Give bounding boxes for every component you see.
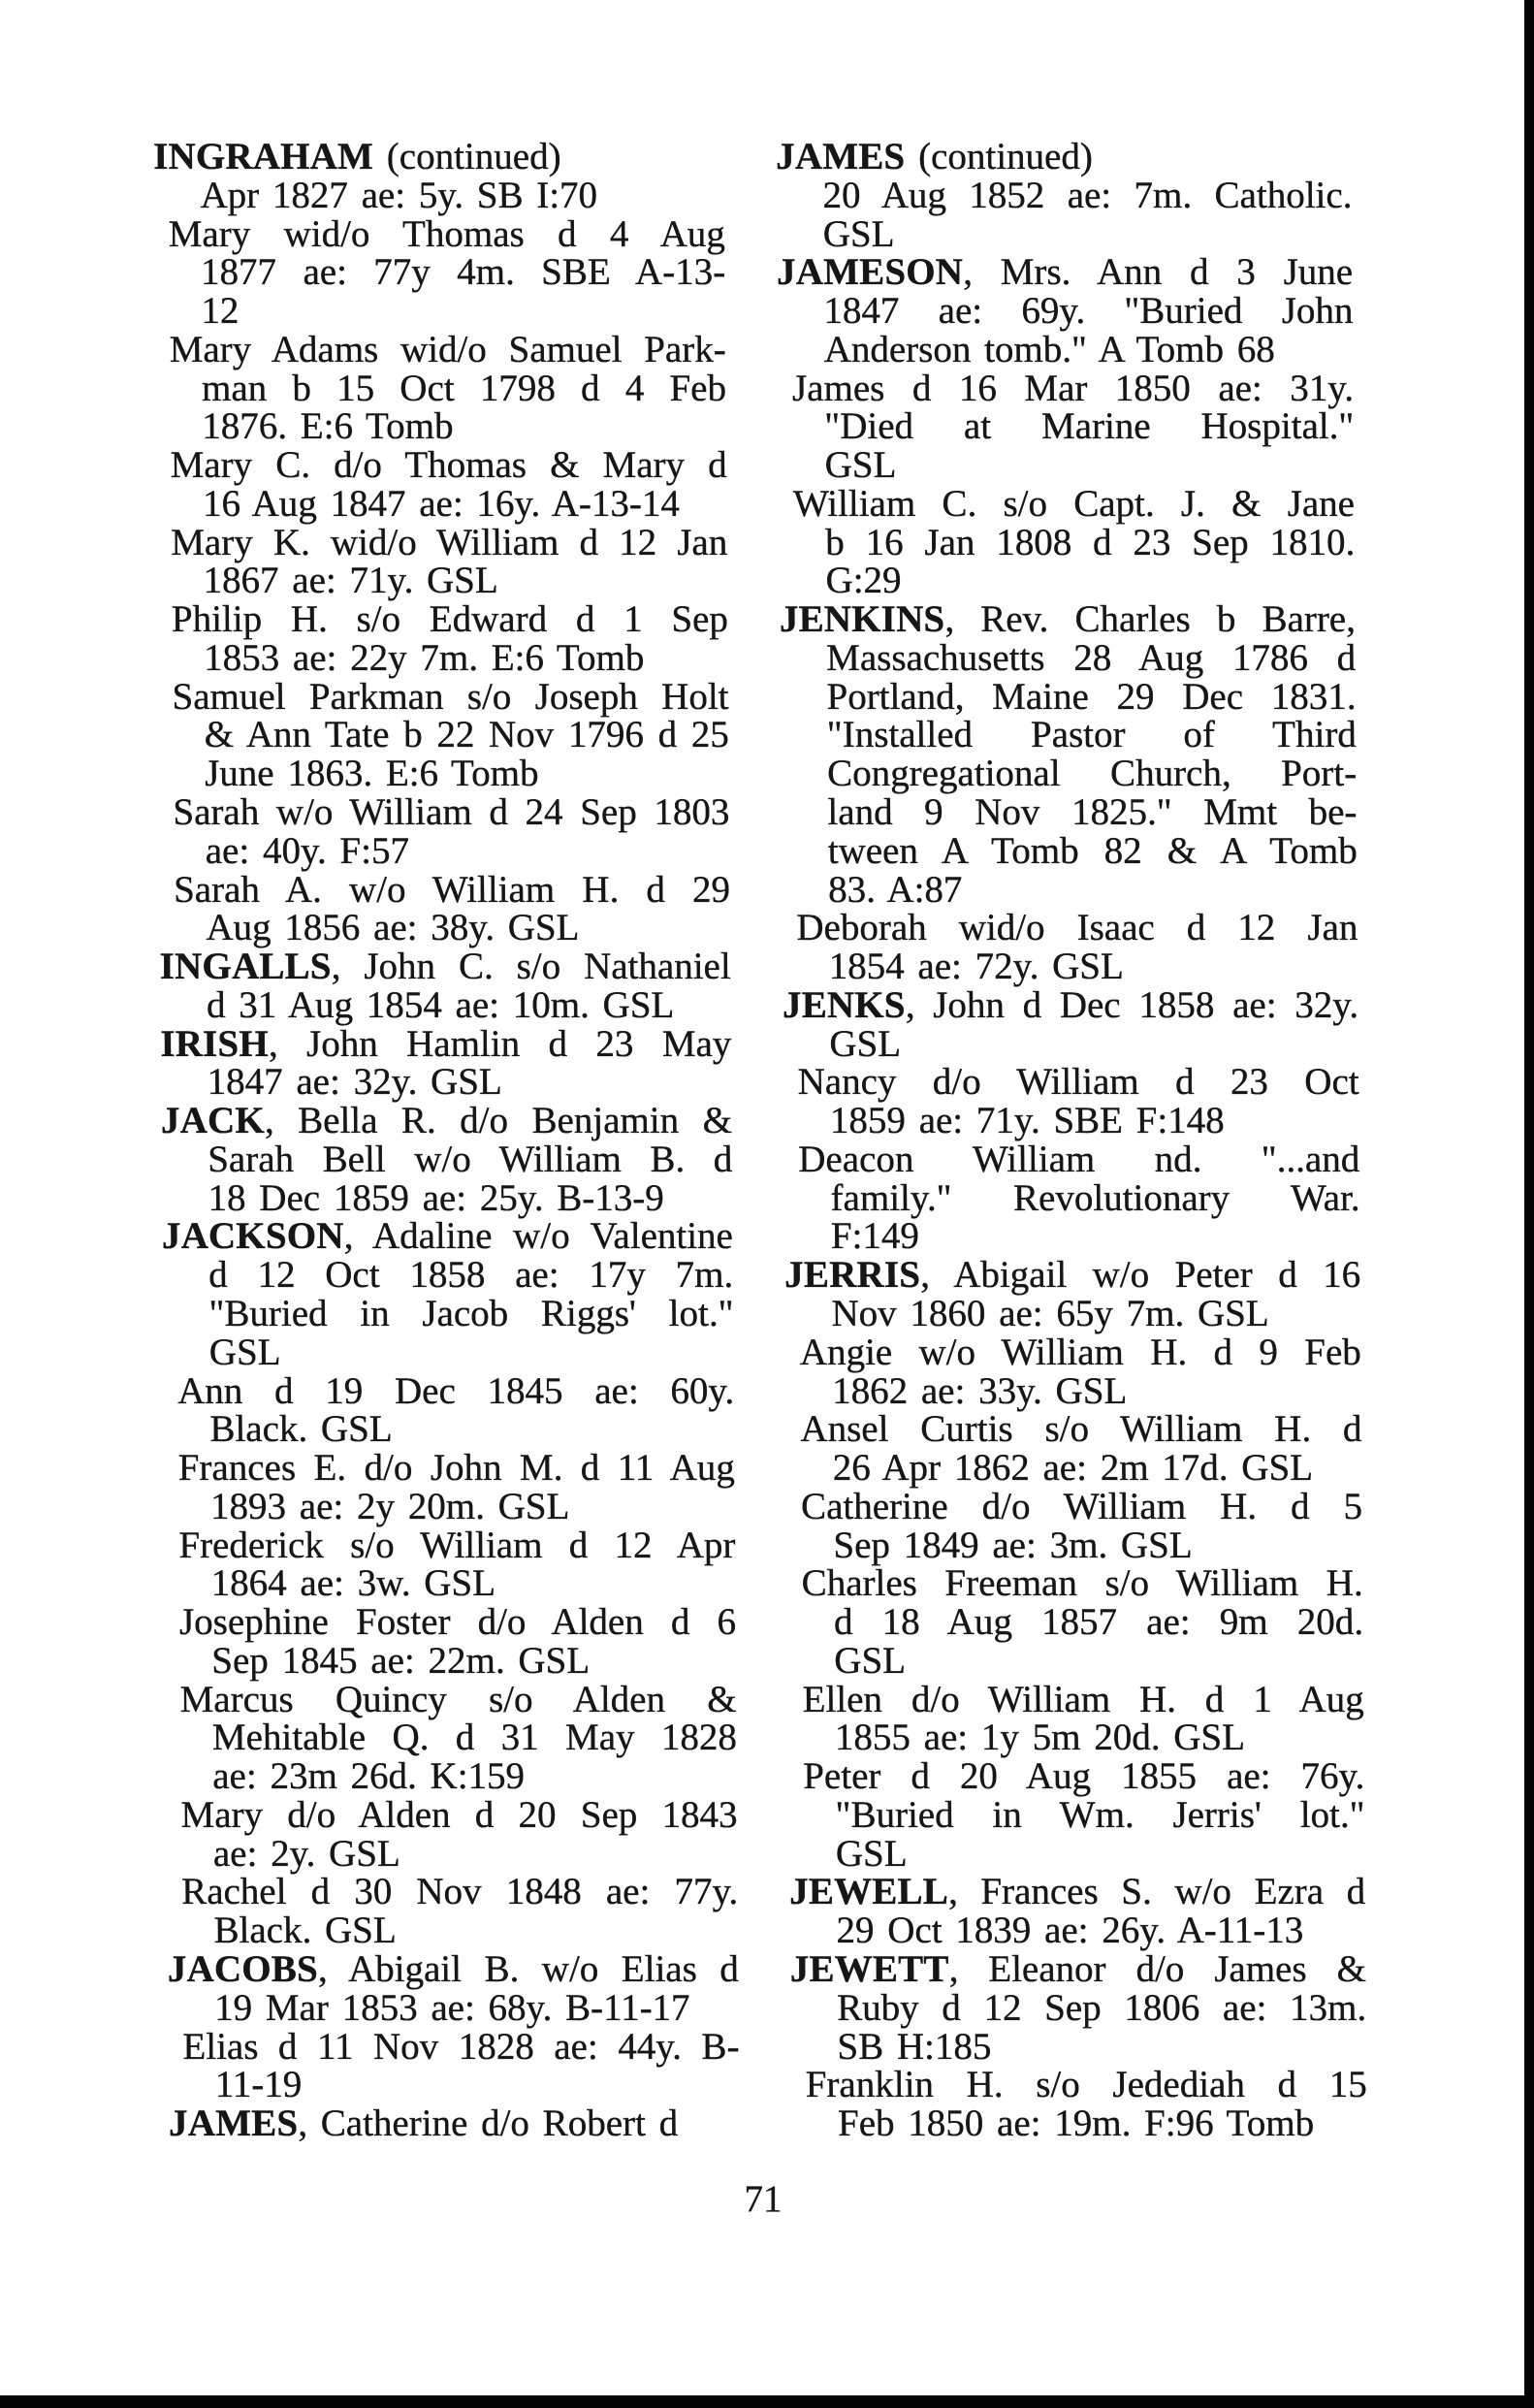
person-entry bbox=[155, 328, 727, 448]
entry-line bbox=[168, 2025, 740, 2068]
entry-text: 1847 ae: 69y. "Buried John bbox=[823, 290, 1354, 333]
person-entry bbox=[159, 868, 731, 949]
entry-line bbox=[167, 1911, 738, 1950]
entry-line bbox=[165, 1678, 737, 1720]
entry-line bbox=[788, 1757, 1364, 1796]
entry-line bbox=[783, 1022, 1358, 1065]
entry-text: Black. GSL bbox=[213, 1910, 397, 1952]
person-entry bbox=[154, 212, 726, 333]
entry-line bbox=[780, 636, 1357, 679]
entry-text: Sep 1849 ae: 3m. GSL bbox=[833, 1524, 1193, 1566]
entry-line bbox=[157, 600, 728, 639]
entry-line bbox=[169, 2104, 740, 2143]
entry-text: d 31 Aug 1854 ae: 10m. GSL bbox=[206, 983, 675, 1026]
entry-line bbox=[788, 1793, 1365, 1836]
entry-text: Ellen d/o William H. d 1 Aug bbox=[802, 1678, 1364, 1720]
surname-name: JAMES bbox=[775, 136, 906, 177]
surname-name: JENKINS bbox=[779, 598, 945, 641]
surname-entry bbox=[160, 1022, 732, 1104]
entry-text: Nov 1860 ae: 65y 7m. GSL bbox=[831, 1292, 1269, 1334]
entry-line bbox=[783, 947, 1358, 986]
entry-text: Portland, Maine 29 Dec 1831. bbox=[826, 675, 1357, 718]
surname-entry bbox=[780, 600, 1358, 909]
surname-name: JACKSON bbox=[161, 1215, 344, 1258]
entry-line bbox=[784, 1256, 1360, 1295]
entry-line bbox=[778, 446, 1354, 485]
entry-text: Anderson tomb." A Tomb 68 bbox=[823, 328, 1275, 370]
surname-name: JACOBS bbox=[167, 1947, 319, 1990]
entry-line bbox=[778, 369, 1354, 408]
entry-line bbox=[782, 868, 1358, 911]
entry-text: Apr 1827 ae: 5y. SB I:70 bbox=[200, 174, 598, 216]
entry-line bbox=[777, 212, 1353, 255]
surname-entry bbox=[784, 1256, 1361, 1333]
entry-text: 1864 ae: 3w. GSL bbox=[210, 1562, 496, 1605]
entry-text: GSL bbox=[208, 1331, 281, 1373]
entry-line bbox=[784, 1292, 1360, 1334]
person-entry bbox=[164, 1526, 736, 1604]
right-column bbox=[776, 138, 1367, 2143]
entry-text: 1867 ae: 71y. GSL bbox=[203, 560, 498, 602]
entry-line bbox=[789, 1832, 1365, 1875]
entry-line bbox=[785, 1369, 1361, 1412]
person-entry bbox=[167, 1873, 739, 1950]
surname-name: INGALLS bbox=[159, 946, 332, 988]
entry-line bbox=[156, 482, 727, 525]
entry-line bbox=[158, 716, 729, 755]
entry-line bbox=[167, 1947, 740, 1990]
entry-line bbox=[160, 983, 731, 1026]
heading-suffix: (continued) bbox=[905, 136, 1094, 177]
entry-line bbox=[783, 1102, 1359, 1140]
entry-line bbox=[783, 1176, 1360, 1219]
entry-text: , Catherine d/o Robert d bbox=[298, 2103, 679, 2145]
entry-line bbox=[162, 1292, 734, 1334]
entry-line bbox=[155, 328, 726, 370]
entry-text: 1855 ae: 1y 5m 20d. GSL bbox=[834, 1717, 1246, 1759]
entry-line bbox=[780, 600, 1356, 639]
entry-text: 20 Aug 1852 ae: 7m. Catholic. bbox=[822, 174, 1353, 216]
entry-line bbox=[154, 212, 725, 255]
person-entry bbox=[155, 446, 727, 524]
person-entry bbox=[787, 1564, 1364, 1680]
entry-line bbox=[164, 1526, 735, 1565]
entry-text: man b 15 Oct 1798 d 4 Feb bbox=[201, 367, 727, 409]
entry-line bbox=[784, 1217, 1360, 1256]
entry-text: 16 Aug 1847 ae: 16y. A-13-14 bbox=[202, 482, 681, 525]
entry-text: 18 Dec 1859 ae: 25y. B-13-9 bbox=[208, 1176, 664, 1219]
entry-line bbox=[787, 1639, 1363, 1682]
entry-text: Congregational Church, Port- bbox=[826, 753, 1358, 795]
entry-text: Mary C. d/o Thomas & Mary d bbox=[170, 444, 727, 487]
surname-entry bbox=[169, 2104, 740, 2143]
entry-line bbox=[164, 1485, 735, 1527]
entry-text: , John Hamlin d 23 May bbox=[268, 1022, 732, 1065]
person-entry bbox=[788, 1757, 1365, 1873]
entry-text: 1859 ae: 71y. SBE F:148 bbox=[829, 1100, 1225, 1142]
entry-text: 29 Oct 1839 ae: 26y. A-11-13 bbox=[836, 1910, 1304, 1952]
entry-line bbox=[787, 1678, 1364, 1720]
surname-entry bbox=[777, 253, 1354, 369]
surname-name: INGRAHAM bbox=[152, 136, 374, 177]
surname-entry bbox=[789, 1873, 1366, 1950]
person-entry bbox=[786, 1485, 1363, 1566]
entry-line bbox=[786, 1526, 1362, 1565]
surname-entry bbox=[789, 1947, 1367, 2068]
entry-line bbox=[160, 1022, 732, 1065]
surname-name: IRISH bbox=[160, 1022, 270, 1065]
entry-line bbox=[159, 909, 730, 947]
page-number: 71 bbox=[744, 2178, 783, 2220]
page-text-columns bbox=[0, 138, 1534, 2174]
surname-name: JENKS bbox=[782, 983, 906, 1026]
entry-line bbox=[783, 1063, 1358, 1102]
entry-text: "Died at Marine Hospital." bbox=[824, 405, 1355, 448]
entry-text: Angie w/o William H. d 9 Feb bbox=[799, 1331, 1362, 1373]
entry-text: 26 Apr 1862 ae: 2m 17d. GSL bbox=[832, 1447, 1314, 1490]
entry-line bbox=[163, 1333, 734, 1372]
entry-line bbox=[154, 292, 725, 331]
entry-text: d 18 Aug 1857 ae: 9m 20d. bbox=[833, 1601, 1364, 1644]
entry-text: Charles Freeman s/o William H. bbox=[801, 1562, 1363, 1605]
entry-text: 83. A:87 bbox=[827, 868, 963, 911]
entry-line bbox=[779, 562, 1355, 600]
entry-text: "Buried in Jacob Riggs' lot." bbox=[208, 1292, 734, 1334]
entry-line bbox=[160, 1063, 731, 1102]
person-entry bbox=[165, 1603, 737, 1681]
entry-text: William C. s/o Capt. J. & Jane bbox=[792, 482, 1356, 525]
entry-text: James d 16 Mar 1850 ae: 31y. bbox=[791, 367, 1355, 409]
entry-text: 1854 ae: 72y. GSL bbox=[828, 946, 1124, 988]
entry-text: "Installed Pastor of Third bbox=[826, 714, 1358, 756]
entry-text: Aug 1856 ae: 38y. GSL bbox=[206, 907, 580, 949]
person-entry bbox=[782, 909, 1358, 986]
entry-line bbox=[160, 947, 731, 986]
entry-line bbox=[779, 482, 1356, 525]
entry-line bbox=[168, 1986, 739, 2029]
entry-line bbox=[791, 2066, 1367, 2104]
entry-line bbox=[156, 562, 727, 600]
entry-text: Frederick s/o William d 12 Apr bbox=[178, 1524, 736, 1566]
entry-text: Mary d/o Alden d 20 Sep 1843 bbox=[180, 1793, 738, 1836]
entry-line bbox=[167, 1832, 738, 1875]
entry-text: land 9 Nov 1825." Mmt be- bbox=[827, 791, 1358, 834]
person-entry bbox=[783, 1140, 1360, 1256]
entry-text: Catherine d/o William H. d 5 bbox=[800, 1485, 1363, 1527]
entry-text: Rachel d 30 Nov 1848 ae: 77y. bbox=[181, 1871, 739, 1913]
person-entry bbox=[785, 1410, 1362, 1488]
person-entry bbox=[791, 2066, 1368, 2143]
person-entry bbox=[778, 369, 1355, 485]
entry-line bbox=[167, 1873, 738, 1911]
person-entry bbox=[156, 521, 728, 602]
entry-text: June 1863. E:6 Tomb bbox=[204, 753, 539, 795]
entry-line bbox=[786, 1449, 1362, 1488]
person-entry bbox=[787, 1678, 1364, 1759]
surname-name: JEWELL bbox=[789, 1871, 949, 1913]
entry-text: Marcus Quincy s/o Alden & bbox=[179, 1678, 737, 1720]
person-entry bbox=[157, 675, 730, 795]
entry-line bbox=[155, 446, 726, 485]
entry-line bbox=[159, 868, 731, 911]
entry-text: Ansel Curtis s/o William H. d bbox=[800, 1408, 1362, 1451]
person-entry bbox=[158, 793, 730, 871]
surname-entry bbox=[162, 1217, 734, 1371]
entry-text: , John C. s/o Nathaniel bbox=[331, 946, 731, 988]
entry-line bbox=[780, 675, 1357, 718]
entry-line bbox=[154, 253, 725, 292]
surname-entry bbox=[160, 947, 732, 1025]
entry-text: Deacon William nd. "...and bbox=[798, 1138, 1360, 1180]
entry-text: Ruby d 12 Sep 1806 ae: 13m. bbox=[836, 1986, 1367, 2029]
surname-name: JAMES bbox=[168, 2103, 299, 2145]
entry-line bbox=[169, 2066, 740, 2104]
entry-line bbox=[162, 1217, 733, 1256]
entry-text: GSL bbox=[824, 444, 897, 487]
entry-text: 1862 ae: 33y. GSL bbox=[831, 1369, 1128, 1412]
scan-edge-right bbox=[1524, 0, 1534, 2408]
person-entry bbox=[157, 600, 729, 678]
surname-name: JERRIS bbox=[784, 1254, 921, 1297]
entry-text: , Eleanor d/o James & bbox=[948, 1947, 1367, 1990]
entry-line bbox=[161, 1140, 732, 1179]
carried-over-entry bbox=[153, 174, 724, 216]
entry-text: Mary wid/o Thomas d 4 Aug bbox=[168, 212, 725, 255]
entry-line bbox=[782, 829, 1358, 872]
entry-line bbox=[789, 1873, 1365, 1911]
entry-text: Massachusetts 28 Aug 1786 d bbox=[826, 636, 1357, 679]
entry-line bbox=[790, 1986, 1367, 2029]
entry-text: GSL bbox=[822, 212, 895, 255]
entry-text: Mary Adams wid/o Samuel Park- bbox=[169, 328, 726, 370]
entry-text: Nancy d/o William d 23 Oct bbox=[797, 1061, 1359, 1104]
entry-line bbox=[153, 174, 724, 216]
entry-line bbox=[156, 521, 728, 563]
carried-over-entry bbox=[776, 174, 1353, 255]
person-entry bbox=[165, 1678, 738, 1798]
entry-text: 1877 ae: 77y 4m. SBE A-13- bbox=[200, 251, 726, 294]
entry-text: , Abigail w/o Peter d 16 bbox=[919, 1254, 1361, 1297]
surname-entry bbox=[782, 983, 1359, 1065]
entry-line bbox=[161, 1102, 732, 1140]
entry-line bbox=[165, 1639, 736, 1682]
entry-line bbox=[163, 1410, 734, 1449]
entry-text: 1853 ae: 22y 7m. E:6 Tomb bbox=[204, 636, 645, 679]
entry-text: 1847 ae: 32y. GSL bbox=[207, 1061, 502, 1104]
entry-text: Sarah Bell w/o William B. d bbox=[208, 1138, 733, 1180]
entry-text: GSL bbox=[829, 1022, 902, 1065]
entry-text: Feb 1850 ae: 19m. F:96 Tomb bbox=[837, 2103, 1315, 2145]
person-entry bbox=[164, 1449, 736, 1526]
entry-text: SB H:185 bbox=[837, 2025, 992, 2068]
entry-line bbox=[782, 909, 1358, 947]
entry-text: , Adaline w/o Valentine bbox=[343, 1215, 734, 1258]
entry-line bbox=[791, 2104, 1367, 2143]
entry-line bbox=[161, 1176, 732, 1219]
entry-line bbox=[162, 1256, 733, 1295]
entry-text: Sep 1845 ae: 22m. GSL bbox=[211, 1639, 591, 1682]
entry-text: F:149 bbox=[830, 1215, 920, 1258]
surname-name: JEWETT bbox=[789, 1947, 949, 1990]
entry-text: tween A Tomb 82 & A Tomb bbox=[827, 829, 1358, 872]
entry-line bbox=[781, 755, 1357, 793]
scan-edge-bottom bbox=[0, 2395, 1534, 2408]
entry-text: Peter d 20 Aug 1855 ae: 76y. bbox=[803, 1755, 1365, 1798]
entry-line bbox=[789, 1947, 1367, 1990]
entry-text: 12 bbox=[201, 290, 240, 333]
entry-text: , Abigail B. w/o Elias d bbox=[317, 1947, 740, 1990]
entry-line bbox=[157, 636, 728, 679]
surname-name: JACK bbox=[160, 1100, 266, 1142]
entry-text: 19 Mar 1853 ae: 68y. B-11-17 bbox=[213, 1986, 690, 2029]
entry-line bbox=[166, 1793, 738, 1836]
entry-text: Ann d 19 Dec 1845 ae: 60y. bbox=[176, 1369, 735, 1412]
entry-line bbox=[158, 793, 729, 832]
entry-line bbox=[777, 253, 1353, 292]
person-entry bbox=[166, 1793, 738, 1875]
heading-suffix: (continued) bbox=[372, 136, 561, 177]
person-entry bbox=[783, 1063, 1359, 1140]
entry-line bbox=[789, 1911, 1365, 1950]
continued-heading bbox=[153, 138, 724, 177]
entry-line bbox=[787, 1603, 1363, 1642]
entry-line bbox=[786, 1485, 1363, 1527]
entry-line bbox=[785, 1410, 1361, 1449]
entry-line bbox=[777, 292, 1353, 331]
entry-text: Deborah wid/o Isaac d 12 Jan bbox=[796, 907, 1358, 949]
entry-line bbox=[782, 983, 1359, 1026]
person-entry bbox=[168, 2025, 740, 2106]
entry-line bbox=[787, 1564, 1363, 1603]
entry-line bbox=[778, 407, 1354, 446]
entry-line bbox=[157, 675, 729, 718]
entry-line bbox=[164, 1449, 735, 1488]
entry-text: 1876. E:6 Tomb bbox=[202, 405, 454, 448]
entry-text: family." Revolutionary War. bbox=[830, 1176, 1360, 1219]
entry-line bbox=[778, 328, 1354, 370]
entry-text: GSL bbox=[834, 1639, 907, 1682]
entry-text: Frances E. d/o John M. d 11 Aug bbox=[177, 1447, 735, 1490]
entry-line bbox=[779, 521, 1356, 563]
entry-text: d 12 Oct 1858 ae: 17y 7m. bbox=[208, 1254, 734, 1297]
entry-line bbox=[163, 1369, 735, 1412]
entry-text: Sarah A. w/o William H. d 29 bbox=[173, 868, 731, 911]
entry-text: , Mrs. Ann d 3 June bbox=[962, 251, 1354, 294]
entry-text: Elias d 11 Nov 1828 ae: 44y. B- bbox=[182, 2025, 740, 2068]
entry-line bbox=[159, 829, 730, 872]
entry-text: ae: 23m 26d. K:159 bbox=[212, 1755, 526, 1798]
entry-text: , Rev. Charles b Barre, bbox=[944, 598, 1357, 641]
entry-text: Mary K. wid/o William d 12 Jan bbox=[171, 521, 728, 563]
entry-line bbox=[783, 1140, 1359, 1179]
surname-entry bbox=[161, 1102, 733, 1217]
entry-text: & Ann Tate b 22 Nov 1796 d 25 bbox=[204, 714, 730, 756]
person-entry bbox=[785, 1333, 1362, 1411]
entry-line bbox=[158, 755, 729, 793]
entry-text: Mehitable Q. d 31 May 1828 bbox=[211, 1717, 738, 1759]
entry-line bbox=[166, 1718, 737, 1757]
entry-line bbox=[165, 1603, 736, 1642]
entry-text: Samuel Parkman s/o Joseph Holt bbox=[172, 675, 729, 718]
entry-text: GSL bbox=[835, 1832, 908, 1875]
entry-text: "Buried in Wm. Jerris' lot." bbox=[835, 1793, 1365, 1836]
entry-line bbox=[781, 716, 1357, 755]
surname-entry bbox=[167, 1947, 740, 2029]
entry-line bbox=[781, 793, 1357, 832]
entry-text: Philip H. s/o Edward d 1 Sep bbox=[171, 598, 729, 641]
entry-text: G:29 bbox=[825, 560, 902, 602]
entry-text: 11-19 bbox=[214, 2064, 303, 2106]
entry-text: Sarah w/o William d 24 Sep 1803 bbox=[173, 791, 730, 834]
entry-line bbox=[155, 407, 726, 446]
entry-line bbox=[165, 1564, 736, 1603]
entry-text: , John d Dec 1858 ae: 32y. bbox=[905, 983, 1359, 1026]
entry-text: , Frances S. w/o Ezra d bbox=[947, 1871, 1366, 1913]
entry-line bbox=[155, 369, 726, 408]
entry-text: Franklin H. s/o Jedediah d 15 bbox=[805, 2064, 1367, 2106]
left-column bbox=[153, 138, 740, 2143]
entry-line bbox=[166, 1757, 737, 1796]
entry-text: ae: 2y. GSL bbox=[212, 1832, 400, 1875]
entry-text: Black. GSL bbox=[209, 1408, 393, 1451]
entry-text: ae: 40y. F:57 bbox=[205, 829, 410, 872]
entry-text: , Bella R. d/o Benjamin & bbox=[264, 1100, 733, 1142]
entry-text: Josephine Foster d/o Alden d 6 bbox=[178, 1601, 737, 1644]
entry-text: b 16 Jan 1808 d 23 Sep 1810. bbox=[825, 521, 1356, 563]
surname-name: JAMESON bbox=[776, 251, 964, 294]
entry-line bbox=[776, 174, 1353, 216]
continued-heading bbox=[776, 138, 1352, 177]
entry-line bbox=[785, 1333, 1361, 1372]
entry-text: 1893 ae: 2y 20m. GSL bbox=[209, 1485, 570, 1527]
entry-line bbox=[790, 2025, 1366, 2068]
person-entry bbox=[779, 482, 1356, 602]
entry-line bbox=[788, 1718, 1364, 1757]
person-entry bbox=[163, 1369, 735, 1451]
